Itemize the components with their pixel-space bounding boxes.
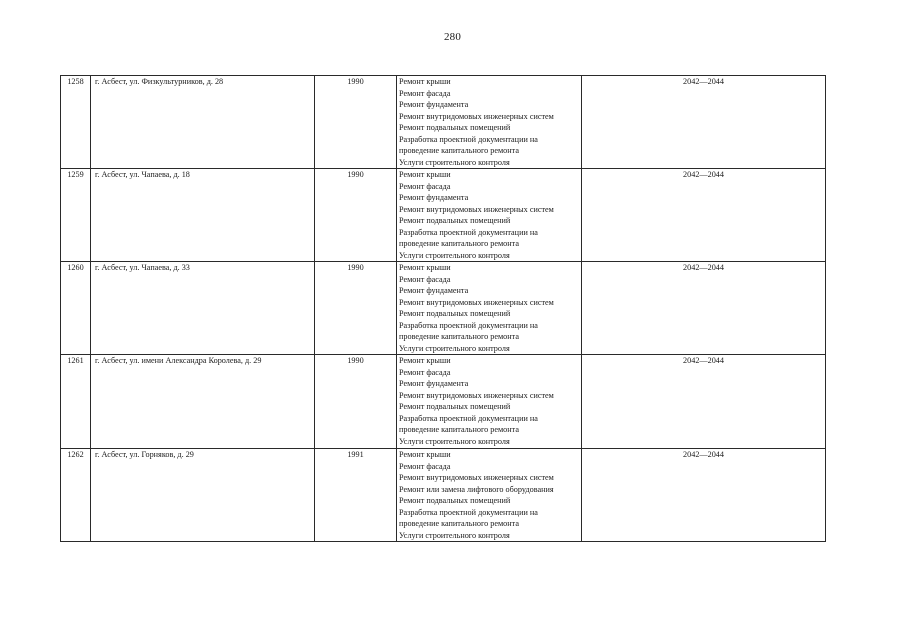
construction-year: 1991	[315, 449, 397, 542]
repair-work-item: Разработка проектной документации на	[399, 227, 538, 237]
row-number: 1260	[61, 262, 91, 355]
repair-work-item: Ремонт крыши	[399, 263, 451, 272]
repair-work-item: Услуги строительного контроля	[399, 250, 510, 260]
repair-work-item: Ремонт подвальных помещений	[399, 496, 511, 505]
table-row	[61, 76, 826, 169]
building-address: г. Асбест, ул. Чапаева, д. 33	[91, 262, 315, 355]
repair-work-item: проведение капитального ремонта	[399, 425, 519, 434]
row-number: 1258	[61, 76, 91, 169]
building-address: г. Асбест, ул. Горняков, д. 29	[91, 449, 315, 542]
repair-work-item: Ремонт подвальных помещений	[399, 309, 511, 318]
repair-work-item: Ремонт крыши	[399, 356, 451, 365]
repair-work-item: Ремонт фасада	[399, 367, 451, 377]
repair-work-item: Разработка проектной документации на	[399, 320, 538, 330]
repair-works-list	[397, 262, 582, 355]
row-number: 1259	[61, 169, 91, 262]
repair-work-item: Ремонт фасада	[399, 274, 451, 284]
repair-work-item: Ремонт внутридомовых инженерных систем	[399, 473, 554, 482]
table-row	[61, 262, 826, 355]
repair-work-item: Услуги строительного контроля	[399, 436, 510, 446]
building-address: г. Асбест, ул. имени Александра Королева, д. 29	[91, 355, 315, 449]
repair-work-item: Ремонт внутридомовых инженерных систем	[399, 111, 554, 121]
page-number: 280	[443, 31, 462, 43]
table-row	[61, 169, 826, 262]
repair-work-item: Услуги строительного контроля	[399, 157, 510, 167]
repair-work-item: проведение капитального ремонта	[399, 239, 519, 248]
repair-work-item: Услуги строительного контроля	[399, 530, 510, 540]
repair-work-item: Ремонт внутридомовых инженерных систем	[399, 204, 554, 214]
repair-work-item: Разработка проектной документации на	[399, 134, 538, 144]
building-address: г. Асбест, ул. Чапаева, д. 18	[91, 169, 315, 262]
row-number: 1261	[61, 355, 91, 449]
repair-works-list	[397, 449, 582, 542]
repair-work-item: Ремонт фундамента	[399, 286, 469, 295]
repair-period: 2042—2044	[582, 355, 826, 449]
construction-year: 1990	[315, 169, 397, 262]
repair-work-item: Ремонт фундамента	[399, 100, 469, 109]
repair-work-item: Ремонт подвальных помещений	[399, 402, 511, 411]
repair-work-item: проведение капитального ремонта	[399, 519, 519, 528]
repair-work-item: Услуги строительного контроля	[399, 343, 510, 353]
repair-works-list	[397, 76, 582, 169]
repair-work-item: Ремонт подвальных помещений	[399, 216, 511, 225]
repair-work-item: проведение капитального ремонта	[399, 332, 519, 341]
repair-period: 2042—2044	[582, 262, 826, 355]
table-row	[61, 355, 826, 449]
capital-repair-register-table	[60, 75, 826, 542]
repair-work-item: Ремонт подвальных помещений	[399, 123, 511, 132]
repair-period: 2042—2044	[582, 76, 826, 169]
repair-work-item: Разработка проектной документации на	[399, 413, 538, 423]
repair-work-item: Ремонт внутридомовых инженерных систем	[399, 390, 554, 400]
repair-works-list	[397, 355, 582, 449]
building-address: г. Асбест, ул. Физкультурников, д. 28	[91, 76, 315, 169]
repair-work-item: Ремонт фасада	[399, 88, 451, 98]
repair-work-item: Ремонт фундамента	[399, 379, 469, 388]
repair-work-item: Ремонт крыши	[399, 170, 451, 179]
construction-year: 1990	[315, 262, 397, 355]
repair-work-item: Ремонт фасада	[399, 181, 451, 191]
repair-work-item: Разработка проектной документации на	[399, 507, 538, 517]
repair-work-item: Ремонт крыши	[399, 77, 451, 86]
repair-period: 2042—2044	[582, 169, 826, 262]
repair-work-item: Ремонт внутридомовых инженерных систем	[399, 297, 554, 307]
repair-work-item: проведение капитального ремонта	[399, 146, 519, 155]
repair-works-list	[397, 169, 582, 262]
table-row	[61, 449, 826, 542]
repair-work-item: Ремонт фундамента	[399, 193, 469, 202]
repair-period: 2042—2044	[582, 449, 826, 542]
repair-work-item: Ремонт фасада	[399, 461, 451, 471]
construction-year: 1990	[315, 355, 397, 449]
construction-year: 1990	[315, 76, 397, 169]
repair-work-item: Ремонт или замена лифтового оборудования	[399, 484, 554, 494]
repair-work-item: Ремонт крыши	[399, 450, 451, 459]
row-number: 1262	[61, 449, 91, 542]
